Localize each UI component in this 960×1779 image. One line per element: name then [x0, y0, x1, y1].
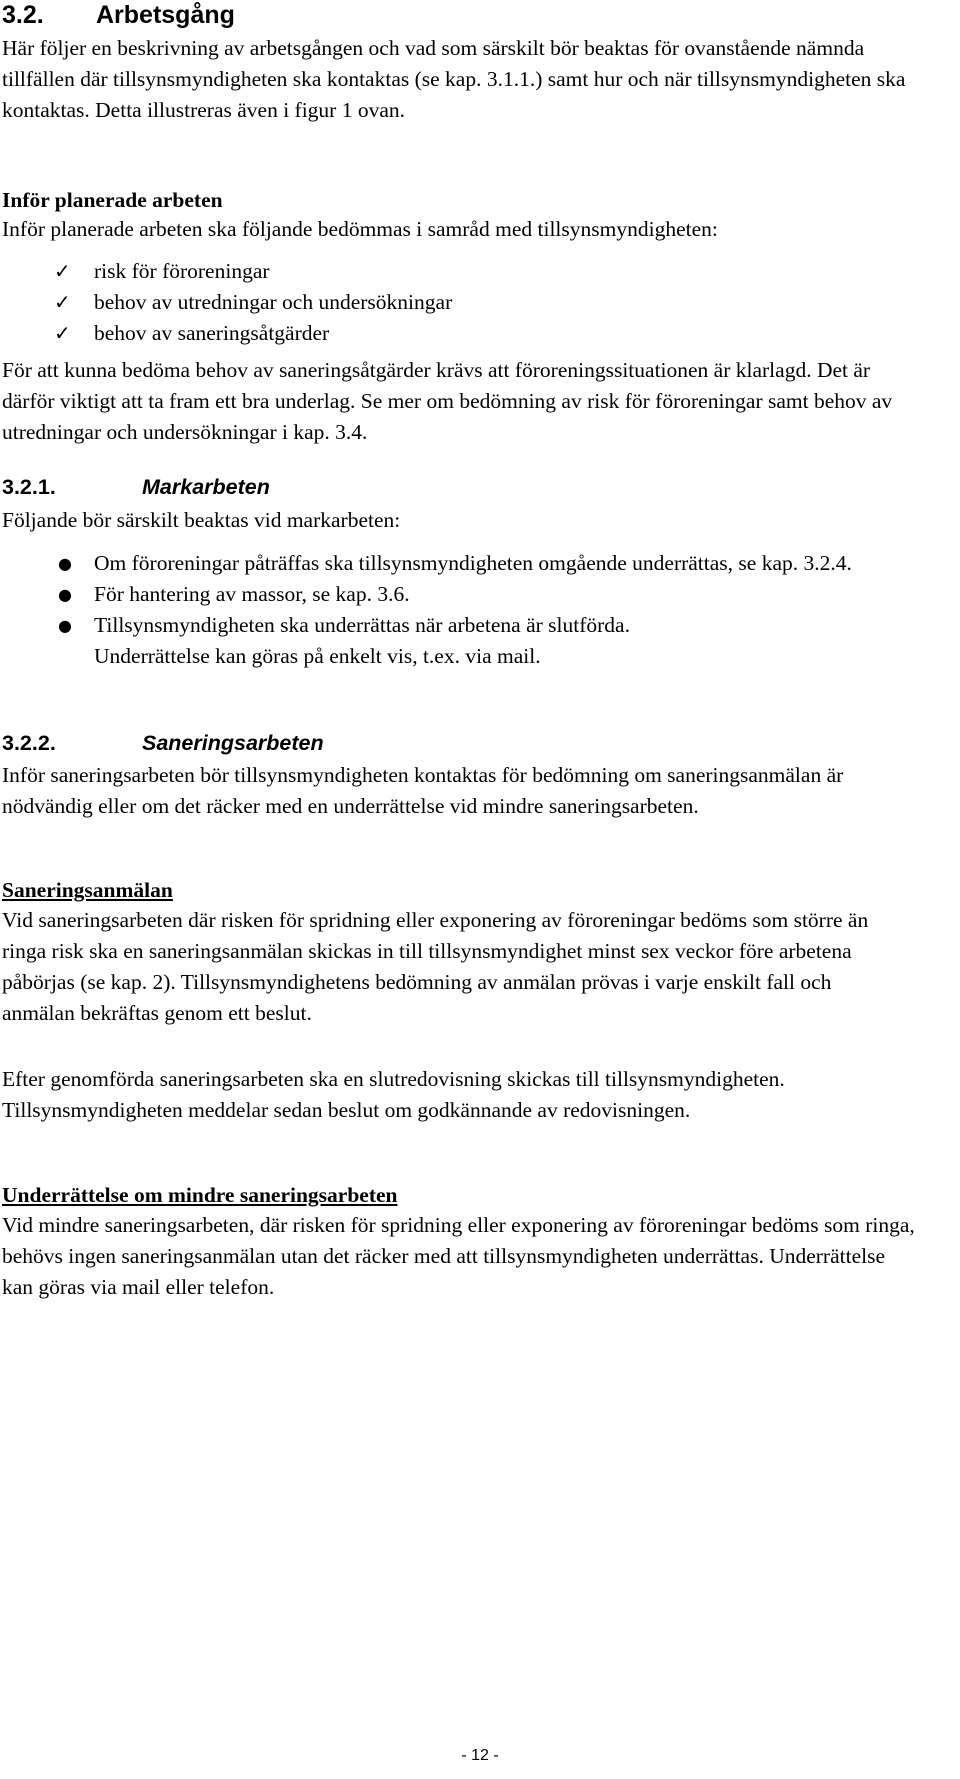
saneringsarbeten-heading — [2, 728, 942, 758]
check-item-text: behov av saneringsåtgärder — [94, 321, 330, 345]
saneringsarbeten-text: Inför saneringsarbeten bör tillsynsmyndigheten kontaktas för bedömning om saneringsanmälan är nödvändig eller om det räcker med en underrättelse vid mindre saneringsarbeten. — [2, 763, 844, 818]
check-icon: ✓ — [54, 259, 71, 283]
bullet-item — [2, 610, 882, 672]
saneringsarbeten-number: 3.2.2. — [2, 731, 56, 755]
check-icon: ✓ — [54, 290, 71, 314]
markarbeten-number: 3.2.1. — [2, 475, 56, 499]
planerade-checklist — [2, 256, 942, 349]
anmalan-paragraph-2: Efter genomförda saneringsarbeten ska en slutredovisning skickas till tillsynsmyndigheten. Tillsynsmyndigheten meddelar sedan beslut om godkännande av redovisningen. — [2, 1067, 785, 1122]
underrattelse-heading: Underrättelse om mindre saneringsarbeten — [2, 1183, 398, 1207]
check-item — [2, 287, 942, 318]
bullet-icon: ● — [58, 554, 72, 573]
markarbeten-bullets — [2, 548, 882, 672]
markarbeten-lead: Följande bör särskilt beaktas vid markarbeten: — [2, 508, 401, 532]
underrattelse-text: Vid mindre saneringsarbeten, där risken för spridning eller exponering av föroreningar bedöms som ringa, behövs ingen saneringsanmälan utan det räcker med att tillsynsmyndigheten underrättas. Underrättelse kan göras via mail eller telefon. — [2, 1213, 915, 1299]
markarbeten-title: Markarbeten — [142, 475, 270, 499]
bullet-item-text: Om föroreningar påträffas ska tillsynsmyndigheten omgående underrättas, se kap. 3.2.4. — [94, 551, 852, 575]
check-item-text: risk för föroreningar — [94, 259, 270, 283]
intro-paragraph: Här följer en beskrivning av arbetsgången och vad som särskilt bör beaktas för ovanstående nämnda tillfällen där tillsynsmyndigheten ska kontaktas (se kap. 3.1.1.) samt hur och när tillsynsmyndigheten ska kontaktas. Detta illustreras även i figur 1 ovan. — [2, 36, 906, 122]
bullet-icon: ● — [58, 585, 72, 604]
section-number: 3.2. — [2, 1, 44, 29]
bullet-item — [2, 548, 882, 579]
bullet-icon: ● — [58, 616, 72, 635]
bullet-item-text: Tillsynsmyndigheten ska underrättas när arbetena är slutförda. Underrättelse kan göras på enkelt vis, t.ex. via mail. — [94, 613, 630, 668]
check-item-text: behov av utredningar och undersökningar — [94, 290, 453, 314]
bullet-item — [2, 579, 882, 610]
planerade-heading: Inför planerade arbeten — [2, 188, 223, 212]
bullet-item-text: För hantering av massor, se kap. 3.6. — [94, 582, 410, 606]
check-item — [2, 318, 942, 349]
section-title: Arbetsgång — [96, 1, 235, 29]
anmalan-paragraph-1: Vid saneringsarbeten där risken för spridning eller exponering av föroreningar bedöms som större än ringa risk ska en saneringsanmälan skickas in till tillsynsmyndighet minst sex veckor före arbetena påbörjas (se kap. 2). Tillsynsmyndighetens bedömning av anmälan prövas i varje enskilt fall och anmälan bekräftas genom ett beslut. — [2, 908, 869, 1025]
check-item — [2, 256, 942, 287]
check-icon: ✓ — [54, 321, 71, 345]
saneringsarbeten-title: Saneringsarbeten — [142, 731, 324, 755]
markarbeten-heading — [2, 472, 942, 502]
planerade-lead: Inför planerade arbeten ska följande bedömmas i samråd med tillsynsmyndigheten: — [2, 217, 718, 241]
anmalan-heading: Saneringsanmälan — [2, 878, 173, 902]
page-number: - 12 - — [461, 1747, 499, 1764]
section-heading — [2, 0, 942, 32]
planerade-after: För att kunna bedöma behov av saneringsåtgärder krävs att föroreningssituationen är klarlagd. Det är därför viktigt att ta fram ett bra underlag. Se mer om bedömning av risk för föroreningar samt behov av utredningar och undersökningar i kap. 3.4. — [2, 358, 893, 444]
